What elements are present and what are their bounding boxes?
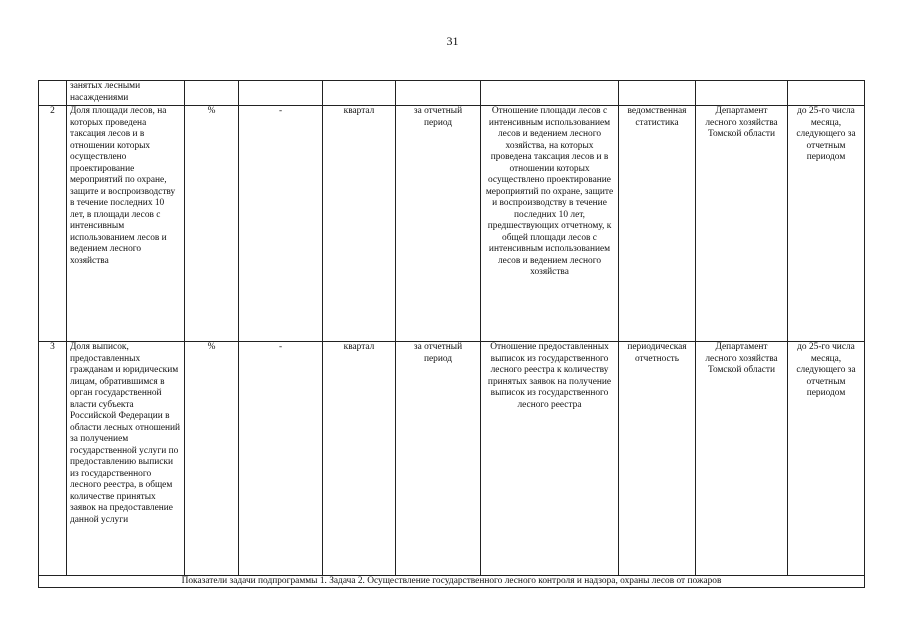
cell-num: 3 — [39, 342, 67, 576]
cell-unit: % — [185, 342, 239, 576]
cell-periodicity — [323, 81, 396, 106]
table-row-continuation — [39, 81, 865, 106]
cell-definition — [481, 81, 619, 106]
cell-periodicity: квартал — [323, 342, 396, 576]
cell-definition: Отношение площади лесов с интенсивным использованием лесов и ведением лесного хозяйства, на которых проведена таксация лесов и в отношении которых осуществлено проектирование мероприятий по охране, защите и воспроизводству в течение последних 10 лет, предшествующих отчетному, к общей площади лесов с интенсивным использованием лесов и ведением лесного хозяйства — [481, 106, 619, 342]
cell-num — [39, 81, 67, 106]
cell-responsible: Департамент лесного хозяйства Томской области — [696, 106, 788, 342]
cell-deadline: до 25-го числа месяца, следующего за отчетным периодом — [788, 342, 865, 576]
cell-period: за отчетный период — [396, 106, 481, 342]
cell-unit — [185, 81, 239, 106]
cell-method: ведомственная статистика — [619, 106, 696, 342]
cell-base: - — [239, 342, 323, 576]
table-row — [39, 106, 865, 342]
section-header: Показатели задачи подпрограммы 1. Задача 2. Осуществление государственного лесного контроля и надзора, охраны лесов от пожаров — [39, 576, 865, 588]
cell-deadline: до 25-го числа месяца, следующего за отчетным периодом — [788, 106, 865, 342]
cell-periodicity: квартал — [323, 106, 396, 342]
indicators-table — [38, 80, 865, 588]
section-header-row — [39, 576, 865, 588]
table-row — [39, 342, 865, 576]
cell-unit: % — [185, 106, 239, 342]
cell-num: 2 — [39, 106, 67, 342]
cell-method — [619, 81, 696, 106]
cell-definition: Отношение предоставленных выписок из государственного лесного реестра к количеству принятых заявок на получение выписок из государственного лесного реестра — [481, 342, 619, 576]
cell-indicator: Доля площади лесов, на которых проведена таксация лесов и в отношении которых осуществлено проектирование мероприятий по охране, защите и воспроизводству в течение последних 10 лет, в площади лесов с интенсивным использованием лесов и ведением лесного хозяйства — [67, 106, 185, 342]
cell-method: периодическая отчетность — [619, 342, 696, 576]
page-number: 31 — [446, 34, 459, 48]
cell-responsible: Департамент лесного хозяйства Томской области — [696, 342, 788, 576]
cell-responsible — [696, 81, 788, 106]
cell-indicator: Доля выписок, предоставленных гражданам и юридическим лицам, обратившимся в орган государственной власти субъекта Российской Федерации в области лесных отношений за получением государственной услуги по предоставлению выписки из государственного лесного реестра, в общем количестве принятых заявок на предоставление данной услуги — [67, 342, 185, 576]
cell-period — [396, 81, 481, 106]
cell-deadline — [788, 81, 865, 106]
cell-base: - — [239, 106, 323, 342]
cell-base — [239, 81, 323, 106]
cell-period: за отчетный период — [396, 342, 481, 576]
cell-indicator: занятых лесными насаждениями — [67, 81, 185, 106]
